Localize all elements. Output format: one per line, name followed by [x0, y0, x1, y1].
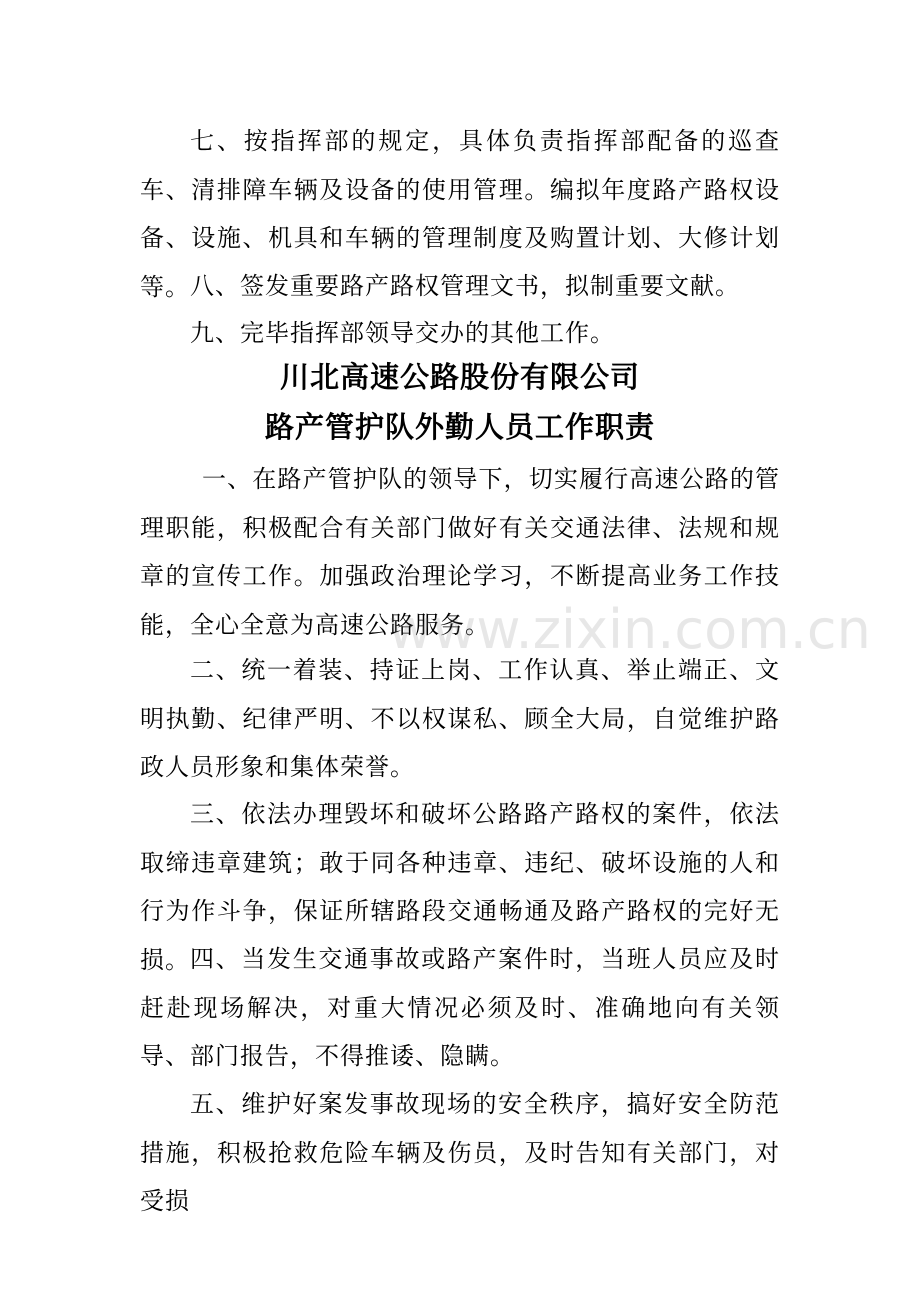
- company-title: 川北高速公路股份有限公司: [279, 360, 640, 394]
- duty-paragraph-4: 四、当发生交通事故或路产案件时，当班人员应及时赶赴现场解决，对重大情况必须及时、准确地向有关领导、部门报告，不得推诿、隐瞒。: [140, 945, 780, 1070]
- duty-paragraph-3: 三、依法办理毁坏和破坏公路路产路权的案件，依法取缔违章建筑；敢于同各种违章、违纪、破坏设施的人和行为作斗争，保证所辖路段交通畅通及路产路权的完好无损。: [140, 800, 780, 974]
- section-title: 路产管护队外勤人员工作职责: [264, 410, 655, 444]
- duty-paragraph-2: 二、统一着装、持证上岗、工作认真、举止端正、文明执勤、纪律严明、不以权谋私、顾全大局，自觉维护路政人员形象和集体荣誉。: [140, 656, 780, 781]
- duty-paragraph-1: 一、在路产管护队的领导下，切实履行高速公路的管理职能，积极配合有关部门做好有关交通法律、法规和规章的宣传工作。加强政治理论学习，不断提高业务工作技能，全心全意为高速公路服务。: [140, 465, 780, 639]
- paragraph-9: 九、完毕指挥部领导交办的其他工作。: [190, 319, 615, 347]
- paragraph-8: 八、签发重要路产路权管理文书，拟制重要文献。: [190, 272, 740, 300]
- duty-paragraph-5: 五、维护好案发事故现场的安全秩序，搞好安全防范措施，积极抢救危险车辆及伤员，及时告知有关部门，对受损: [140, 1090, 780, 1215]
- paragraph-7: 七、按指挥部的规定，具体负责指挥部配备的巡查车、清排障车辆及设备的使用管理。编拟年度路产路权设备、设施、机具和车辆的管理制度及购置计划、大修计划等。: [140, 127, 780, 301]
- watermark: www.zixin.com.cn: [388, 598, 871, 661]
